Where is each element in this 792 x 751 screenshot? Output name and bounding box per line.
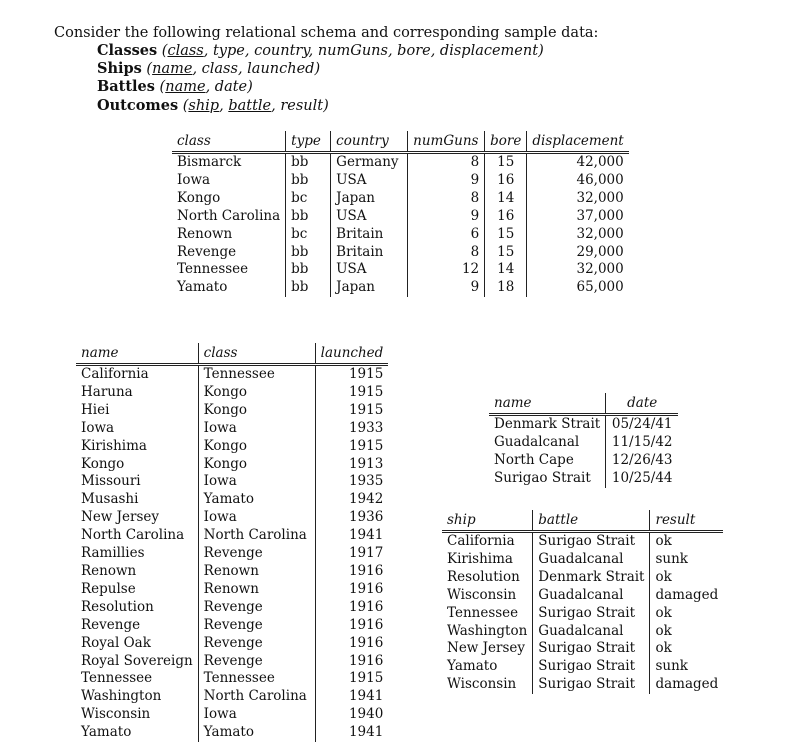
table-cell: Kongo	[177, 189, 221, 206]
table-cell: New Jersey	[81, 509, 160, 526]
table-header-row	[172, 131, 629, 153]
table-cell: Iowa	[198, 420, 315, 438]
key-attribute: name	[152, 61, 193, 78]
relational-schema	[97, 42, 544, 115]
table-cell: Kongo	[198, 456, 315, 474]
table-cell: ok	[650, 569, 723, 587]
table-cell: North Carolina	[177, 207, 281, 224]
table-cell: Renown	[198, 581, 315, 599]
table-cell: 16	[485, 208, 527, 226]
table-cell: California	[81, 366, 149, 382]
table-cell: Iowa	[81, 419, 115, 436]
table-row	[76, 617, 388, 635]
table-cell: 1915	[315, 670, 388, 688]
table-row	[76, 670, 388, 688]
table-cell: 12	[408, 261, 485, 279]
table-cell: Kongo	[198, 402, 315, 420]
table-cell: Denmark Strait	[533, 569, 650, 587]
table-header-row	[442, 510, 723, 532]
table-cell: Kongo	[81, 455, 125, 472]
table-cell: 1916	[315, 563, 388, 581]
table-cell: ok	[650, 532, 723, 551]
table-cell: 1915	[315, 438, 388, 456]
column-header: class	[177, 133, 211, 149]
table-cell: Yamato	[177, 279, 228, 296]
key-attribute: class	[167, 43, 204, 59]
table-row	[172, 226, 629, 244]
paren: (	[157, 43, 168, 59]
column-header: result	[650, 510, 723, 532]
table-cell: Kongo	[198, 384, 315, 402]
paren: (	[178, 97, 189, 114]
table-cell: ok	[650, 623, 723, 641]
table-cell: Britain	[331, 244, 408, 262]
table-cell: 1941	[315, 724, 388, 742]
relation-name: Outcomes	[97, 96, 179, 114]
table-cell: Wisconsin	[81, 706, 151, 723]
column-header: launched	[315, 343, 388, 365]
table-cell: Yamato	[198, 724, 315, 742]
table-cell: 18	[485, 279, 527, 297]
table-row	[76, 438, 388, 456]
table-cell: Bismarck	[177, 154, 242, 170]
attribute-list: , result	[271, 97, 324, 114]
table-cell: 9	[408, 172, 485, 190]
column-header: country	[331, 131, 408, 153]
table-cell: Japan	[331, 190, 408, 208]
table-cell: Revenge	[81, 616, 141, 633]
table-cell: Tennessee	[198, 365, 315, 384]
table-cell: bc	[286, 190, 331, 208]
table-cell: USA	[331, 261, 408, 279]
paren: )	[323, 97, 329, 114]
table-cell: Kirishima	[447, 550, 513, 567]
paren: (	[154, 79, 166, 96]
table-cell: 8	[408, 190, 485, 208]
table-cell: Haruna	[81, 383, 133, 400]
table-cell: 9	[408, 279, 485, 297]
relation-attributes	[157, 43, 544, 59]
table-row	[442, 532, 723, 551]
table-cell: Royal Oak	[81, 634, 151, 651]
table-cell: bb	[286, 244, 331, 262]
table-cell: Guadalcanal	[494, 433, 580, 450]
table-cell: bb	[286, 208, 331, 226]
table-cell: Ramillies	[81, 545, 145, 562]
table-row	[172, 190, 629, 208]
table-cell: North Cape	[494, 451, 574, 468]
table-row	[76, 491, 388, 509]
table-cell: Tennessee	[81, 670, 153, 687]
table-row	[489, 470, 678, 488]
table-row	[442, 569, 723, 587]
table-cell: Denmark Strait	[494, 416, 601, 432]
table-cell: Musashi	[81, 491, 139, 508]
ships-table	[76, 343, 388, 742]
table-cell: 1916	[315, 581, 388, 599]
paren: )	[314, 61, 321, 78]
column-header: displacement	[527, 131, 629, 153]
table-cell: 1941	[315, 688, 388, 706]
table-cell: North Carolina	[81, 527, 185, 544]
table-cell: bc	[286, 226, 331, 244]
table-cell: California	[447, 533, 515, 549]
table-cell: 16	[485, 172, 527, 190]
table-row	[76, 563, 388, 581]
table-row	[172, 208, 629, 226]
table-row	[76, 527, 388, 545]
table-cell: Renown	[81, 562, 137, 579]
table-cell: 65,000	[527, 279, 629, 297]
key-attribute: battle	[228, 97, 272, 114]
relation-name: Battles	[97, 78, 155, 96]
table-row	[172, 153, 629, 172]
table-cell: 1913	[315, 456, 388, 474]
table-cell: 1916	[315, 635, 388, 653]
paren: )	[538, 43, 544, 59]
table-cell: Iowa	[198, 473, 315, 491]
table-cell: Yamato	[198, 491, 315, 509]
table-row	[76, 724, 388, 742]
table-cell: 8	[408, 244, 485, 262]
table-cell: 1936	[315, 509, 388, 527]
table-row	[76, 599, 388, 617]
table-cell: Washington	[81, 688, 162, 705]
table-cell: 1942	[315, 491, 388, 509]
table-cell: 1916	[315, 617, 388, 635]
table-cell: ok	[650, 640, 723, 658]
table-cell: 1933	[315, 420, 388, 438]
table-cell: 9	[408, 208, 485, 226]
table-cell: Resolution	[447, 568, 520, 585]
table-cell: Tennessee	[447, 604, 519, 621]
relation-attributes	[142, 61, 320, 77]
column-header: name	[81, 345, 119, 361]
table-cell: Tennessee	[198, 670, 315, 688]
table-cell: 8	[408, 153, 485, 172]
table-row	[76, 635, 388, 653]
table-cell: 1915	[315, 384, 388, 402]
table-cell: Guadalcanal	[533, 587, 650, 605]
classes-table	[172, 131, 629, 297]
table-cell: 42,000	[527, 153, 629, 172]
table-cell: bb	[286, 279, 331, 297]
table-cell: 05/24/41	[606, 415, 679, 434]
table-cell: Wisconsin	[447, 586, 517, 603]
column-header: ship	[447, 512, 476, 528]
table-row	[172, 172, 629, 190]
relation-name: Ships	[97, 60, 142, 78]
table-cell: ok	[650, 605, 723, 623]
table-cell: Royal Sovereign	[81, 652, 193, 669]
table-cell: 15	[485, 153, 527, 172]
table-cell: Tennessee	[177, 261, 249, 278]
table-cell: Revenge	[177, 243, 237, 260]
attribute-list: , type, country, numGuns, bore, displacement	[203, 43, 539, 59]
table-cell: 1916	[315, 653, 388, 671]
column-header: class	[198, 343, 315, 365]
table-cell: Iowa	[177, 171, 211, 188]
table-row	[442, 605, 723, 623]
table-row	[76, 653, 388, 671]
table-cell: 14	[485, 261, 527, 279]
schema-relation	[97, 42, 544, 60]
table-cell: Surigao Strait	[533, 640, 650, 658]
relation-attributes	[155, 79, 253, 95]
table-row	[76, 420, 388, 438]
table-cell: Guadalcanal	[533, 551, 650, 569]
table-row	[76, 545, 388, 563]
key-attribute: ship	[188, 97, 220, 114]
table-cell: 15	[485, 226, 527, 244]
table-cell: bb	[286, 153, 331, 172]
table-cell: Japan	[331, 279, 408, 297]
table-cell: 32,000	[527, 261, 629, 279]
table-row	[76, 456, 388, 474]
table-cell: Missouri	[81, 473, 141, 490]
relation-name: Classes	[97, 42, 158, 59]
table-cell: Revenge	[198, 653, 315, 671]
table-cell: Surigao Strait	[494, 469, 591, 486]
table-row	[442, 676, 723, 694]
table-cell: Revenge	[198, 545, 315, 563]
table-cell: Surigao Strait	[533, 676, 650, 694]
table-row	[76, 384, 388, 402]
table-cell: 32,000	[527, 226, 629, 244]
table-cell: Iowa	[198, 706, 315, 724]
table-cell: 1935	[315, 473, 388, 491]
table-cell: damaged	[650, 676, 723, 694]
table-cell: Surigao Strait	[533, 658, 650, 676]
battles-table	[489, 393, 678, 488]
column-header: numGuns	[408, 131, 485, 153]
table-cell: Guadalcanal	[533, 623, 650, 641]
table-cell: 11/15/42	[606, 434, 679, 452]
schema-relation	[97, 78, 544, 96]
table-cell: sunk	[650, 551, 723, 569]
table-cell: Iowa	[198, 509, 315, 527]
table-cell: 32,000	[527, 190, 629, 208]
table-cell: Revenge	[198, 635, 315, 653]
table-row	[172, 261, 629, 279]
table-header-row	[76, 343, 388, 365]
paren: (	[141, 61, 153, 78]
table-cell: Britain	[331, 226, 408, 244]
table-cell: Washington	[447, 622, 528, 639]
table-cell: Wisconsin	[447, 676, 517, 693]
key-attribute: name	[165, 79, 206, 96]
outcomes-table	[442, 510, 723, 694]
table-cell: damaged	[650, 587, 723, 605]
table-cell: 1941	[315, 527, 388, 545]
table-cell: New Jersey	[447, 640, 526, 657]
table-cell: Yamato	[81, 724, 132, 741]
intro-text: Consider the following relational schema and corresponding sample data:	[54, 25, 599, 41]
table-cell: 14	[485, 190, 527, 208]
table-cell: Surigao Strait	[533, 605, 650, 623]
table-row	[76, 365, 388, 384]
attribute-list: , class, launched	[192, 61, 315, 78]
schema-relation	[97, 97, 544, 115]
table-cell: bb	[286, 261, 331, 279]
table-row	[489, 415, 678, 434]
column-header: bore	[485, 131, 527, 153]
column-header: type	[286, 131, 331, 153]
column-header: name	[494, 395, 532, 411]
table-row	[442, 551, 723, 569]
column-header: battle	[533, 510, 650, 532]
table-cell: 12/26/43	[606, 452, 679, 470]
table-cell: 1940	[315, 706, 388, 724]
table-cell: Kirishima	[81, 437, 147, 454]
table-cell: USA	[331, 172, 408, 190]
schema-relation	[97, 60, 544, 78]
paren: )	[247, 79, 253, 96]
table-cell: 10/25/44	[606, 470, 679, 488]
table-row	[172, 244, 629, 262]
table-cell: 6	[408, 226, 485, 244]
relation-attributes: (ship, battle, result)	[178, 97, 329, 114]
table-header-row	[489, 393, 678, 415]
table-cell: North Carolina	[198, 527, 315, 545]
table-cell: Renown	[177, 225, 233, 242]
table-row	[442, 640, 723, 658]
table-row	[489, 434, 678, 452]
table-cell: Revenge	[198, 617, 315, 635]
table-cell: 1916	[315, 599, 388, 617]
table-cell: 37,000	[527, 208, 629, 226]
table-cell: 1915	[315, 402, 388, 420]
table-cell: Revenge	[198, 599, 315, 617]
table-cell: North Carolina	[198, 688, 315, 706]
table-cell: Repulse	[81, 580, 136, 597]
table-cell: Hiei	[81, 401, 110, 418]
table-cell: bb	[286, 172, 331, 190]
column-header: date	[606, 393, 679, 415]
table-row	[442, 623, 723, 641]
table-cell: USA	[331, 208, 408, 226]
table-row	[76, 402, 388, 420]
table-cell: 1917	[315, 545, 388, 563]
table-row	[76, 688, 388, 706]
table-row	[76, 706, 388, 724]
table-row	[442, 587, 723, 605]
table-cell: 15	[485, 244, 527, 262]
table-cell: Yamato	[447, 658, 498, 675]
table-row	[172, 279, 629, 297]
table-cell: sunk	[650, 658, 723, 676]
table-row	[76, 473, 388, 491]
table-row	[76, 509, 388, 527]
table-cell: Germany	[331, 153, 408, 172]
attribute-list: , date	[205, 79, 248, 96]
table-cell: Renown	[198, 563, 315, 581]
table-cell: 46,000	[527, 172, 629, 190]
table-row	[76, 581, 388, 599]
table-row	[489, 452, 678, 470]
table-cell: Resolution	[81, 598, 154, 615]
table-cell: 1915	[315, 365, 388, 384]
table-cell: 29,000	[527, 244, 629, 262]
table-row	[442, 658, 723, 676]
table-cell: Surigao Strait	[533, 532, 650, 551]
table-cell: Kongo	[198, 438, 315, 456]
